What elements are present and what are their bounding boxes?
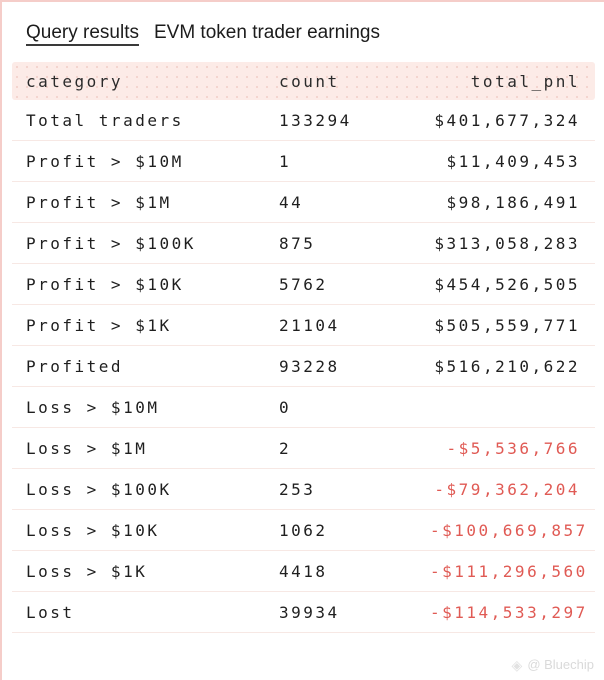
cell-count: 133294 <box>279 110 352 130</box>
cell-category: Loss > $1M <box>26 438 148 458</box>
cell-total-pnl: -$79,362,204 <box>434 479 580 499</box>
cell-category: Profit > $10K <box>26 274 184 294</box>
table-row <box>12 182 595 223</box>
cell-count: 4418 <box>279 561 328 581</box>
table-row <box>12 141 595 182</box>
cell-category: Profit > $1K <box>26 315 172 335</box>
table-row <box>12 551 595 592</box>
cell-total-pnl: -$5,536,766 <box>446 438 580 458</box>
tab-query-results[interactable]: Query results <box>26 22 139 43</box>
table-body <box>2 100 604 633</box>
cell-category: Profited <box>26 356 124 376</box>
diamond-icon: ◈ <box>511 656 523 673</box>
cell-total-pnl: $505,559,771 <box>434 315 580 335</box>
cell-count: 93228 <box>279 356 340 376</box>
cell-total-pnl: $98,186,491 <box>446 192 580 212</box>
watermark-label: @ Bluechip <box>527 657 594 672</box>
cell-category: Lost <box>26 602 75 622</box>
table-row <box>12 387 595 428</box>
page-title: EVM token trader earnings <box>153 22 380 43</box>
cell-category: Loss > $10K <box>26 520 160 540</box>
column-header-total-pnl: total_pnl <box>470 71 580 91</box>
table-row <box>12 428 595 469</box>
table-row <box>12 264 595 305</box>
cell-count: 2 <box>279 438 292 458</box>
cell-category: Loss > $100K <box>26 479 172 499</box>
watermark <box>512 657 594 672</box>
cell-total-pnl: $11,409,453 <box>446 151 580 171</box>
cell-total-pnl: $454,526,505 <box>434 274 580 294</box>
cell-category: Loss > $10M <box>26 397 160 417</box>
cell-count: 39934 <box>279 602 340 622</box>
cell-count: 1 <box>279 151 292 171</box>
cell-category: Loss > $1K <box>26 561 148 581</box>
table-row <box>12 223 595 264</box>
table-row <box>12 469 595 510</box>
column-header-category: category <box>26 71 124 91</box>
cell-category: Profit > $100K <box>26 233 196 253</box>
table-header <box>12 62 595 100</box>
cell-total-pnl: -$100,669,857 <box>430 520 588 540</box>
cell-total-pnl: $516,210,622 <box>434 356 580 376</box>
cell-count: 5762 <box>279 274 328 294</box>
cell-count: 253 <box>279 479 316 499</box>
table-row <box>12 510 595 551</box>
titlebar <box>2 2 604 62</box>
table-row <box>12 100 595 141</box>
cell-total-pnl: $401,677,324 <box>434 110 580 130</box>
cell-category: Profit > $1M <box>26 192 172 212</box>
cell-count: 0 <box>279 397 292 417</box>
table-row <box>12 592 595 633</box>
cell-count: 875 <box>279 233 316 253</box>
table-row <box>12 305 595 346</box>
cell-count: 21104 <box>279 315 340 335</box>
column-header-count: count <box>279 71 340 91</box>
cell-total-pnl: -$114,533,297 <box>430 602 588 622</box>
cell-category: Total traders <box>26 110 184 130</box>
table-row <box>12 346 595 387</box>
cell-total-pnl: $313,058,283 <box>434 233 580 253</box>
cell-total-pnl: -$111,296,560 <box>430 561 588 581</box>
cell-category: Profit > $10M <box>26 151 184 171</box>
cell-count: 1062 <box>279 520 328 540</box>
cell-count: 44 <box>279 192 304 212</box>
